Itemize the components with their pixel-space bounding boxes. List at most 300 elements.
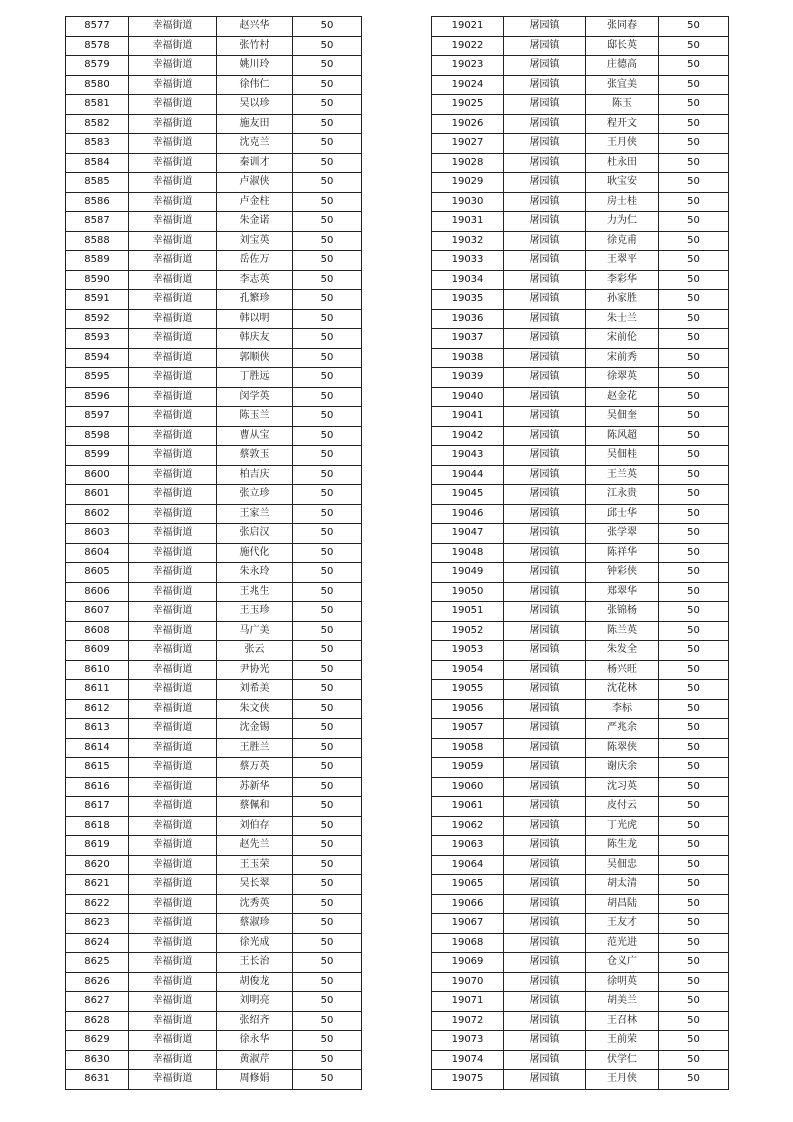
- town-cell: 屠园镇: [504, 1031, 586, 1051]
- id-cell: 19041: [432, 407, 504, 427]
- name-cell: 朱文侠: [217, 699, 293, 719]
- amount-cell: 50: [659, 738, 729, 758]
- name-cell: 庄德高: [586, 56, 659, 76]
- table-row: [66, 816, 362, 836]
- amount-cell: 50: [659, 348, 729, 368]
- name-cell: 张启汉: [217, 524, 293, 544]
- id-cell: 8596: [66, 387, 129, 407]
- table-row: [432, 1070, 729, 1090]
- amount-cell: 50: [659, 797, 729, 817]
- name-cell: 尹协光: [217, 660, 293, 680]
- amount-cell: 50: [293, 933, 362, 953]
- amount-cell: 50: [659, 758, 729, 778]
- table-row: [432, 368, 729, 388]
- id-cell: 19040: [432, 387, 504, 407]
- table-row: [66, 192, 362, 212]
- name-cell: 刘希美: [217, 680, 293, 700]
- name-cell: 王月侠: [586, 1070, 659, 1090]
- name-cell: 姚川玲: [217, 56, 293, 76]
- name-cell: 杨兴旺: [586, 660, 659, 680]
- id-cell: 8613: [66, 719, 129, 739]
- table-row: [432, 738, 729, 758]
- id-cell: 8620: [66, 855, 129, 875]
- table-row: [432, 309, 729, 329]
- amount-cell: 50: [659, 114, 729, 134]
- id-cell: 19039: [432, 368, 504, 388]
- table-row: [432, 17, 729, 37]
- id-cell: 19027: [432, 134, 504, 154]
- town-cell: 幸福街道: [129, 134, 217, 154]
- id-cell: 8625: [66, 953, 129, 973]
- amount-cell: 50: [659, 153, 729, 173]
- name-cell: 朱永玲: [217, 563, 293, 583]
- amount-cell: 50: [293, 660, 362, 680]
- name-cell: 朱金诺: [217, 212, 293, 232]
- amount-cell: 50: [659, 992, 729, 1012]
- name-cell: 徐永华: [217, 1031, 293, 1051]
- name-cell: 王兰英: [586, 465, 659, 485]
- table-row: [66, 738, 362, 758]
- name-cell: 王友才: [586, 914, 659, 934]
- table-row: [66, 543, 362, 563]
- town-cell: 幸福街道: [129, 95, 217, 115]
- amount-cell: 50: [659, 36, 729, 56]
- amount-cell: 50: [293, 719, 362, 739]
- name-cell: 施代化: [217, 543, 293, 563]
- name-cell: 孙家胜: [586, 290, 659, 310]
- town-cell: 幸福街道: [129, 953, 217, 973]
- name-cell: 丁胜远: [217, 368, 293, 388]
- town-cell: 屠园镇: [504, 407, 586, 427]
- id-cell: 19044: [432, 465, 504, 485]
- name-cell: 卢金柱: [217, 192, 293, 212]
- id-cell: 8586: [66, 192, 129, 212]
- id-cell: 19050: [432, 582, 504, 602]
- town-cell: 幸福街道: [129, 563, 217, 583]
- town-cell: 屠园镇: [504, 153, 586, 173]
- amount-cell: 50: [659, 914, 729, 934]
- table-row: [66, 660, 362, 680]
- amount-cell: 50: [659, 95, 729, 115]
- amount-cell: 50: [293, 1011, 362, 1031]
- id-cell: 8627: [66, 992, 129, 1012]
- name-cell: 张同春: [586, 17, 659, 37]
- id-cell: 19033: [432, 251, 504, 271]
- town-cell: 屠园镇: [504, 699, 586, 719]
- name-cell: 耿宝安: [586, 173, 659, 193]
- amount-cell: 50: [659, 836, 729, 856]
- name-cell: 郭顺侠: [217, 348, 293, 368]
- table-row: [432, 543, 729, 563]
- amount-cell: 50: [293, 680, 362, 700]
- id-cell: 19073: [432, 1031, 504, 1051]
- name-cell: 王月侠: [586, 134, 659, 154]
- town-cell: 幸福街道: [129, 1031, 217, 1051]
- town-cell: 幸福街道: [129, 797, 217, 817]
- amount-cell: 50: [659, 1050, 729, 1070]
- amount-cell: 50: [659, 368, 729, 388]
- amount-cell: 50: [293, 894, 362, 914]
- id-cell: 19036: [432, 309, 504, 329]
- table-row: [66, 1011, 362, 1031]
- name-cell: 刘伯存: [217, 816, 293, 836]
- table-row: [66, 1031, 362, 1051]
- town-cell: 幸福街道: [129, 641, 217, 661]
- town-cell: 幸福街道: [129, 231, 217, 251]
- id-cell: 19072: [432, 1011, 504, 1031]
- name-cell: 赵兴华: [217, 17, 293, 37]
- amount-cell: 50: [659, 504, 729, 524]
- town-cell: 幸福街道: [129, 270, 217, 290]
- name-cell: 朱发全: [586, 641, 659, 661]
- name-cell: 曹从宝: [217, 426, 293, 446]
- id-cell: 19068: [432, 933, 504, 953]
- name-cell: 宋前秀: [586, 348, 659, 368]
- table-row: [432, 114, 729, 134]
- table-row: [432, 680, 729, 700]
- id-cell: 8605: [66, 563, 129, 583]
- name-cell: 钟彩侠: [586, 563, 659, 583]
- town-cell: 屠园镇: [504, 17, 586, 37]
- name-cell: 孔繁珍: [217, 290, 293, 310]
- id-cell: 19060: [432, 777, 504, 797]
- amount-cell: 50: [293, 543, 362, 563]
- amount-cell: 50: [293, 992, 362, 1012]
- name-cell: 张云: [217, 641, 293, 661]
- table-row: [432, 231, 729, 251]
- amount-cell: 50: [293, 309, 362, 329]
- id-cell: 8589: [66, 251, 129, 271]
- table-row: [432, 504, 729, 524]
- amount-cell: 50: [659, 17, 729, 37]
- id-cell: 8585: [66, 173, 129, 193]
- id-cell: 8619: [66, 836, 129, 856]
- amount-cell: 50: [293, 582, 362, 602]
- table-row: [66, 563, 362, 583]
- table-row: [432, 719, 729, 739]
- id-cell: 19038: [432, 348, 504, 368]
- id-cell: 8614: [66, 738, 129, 758]
- name-cell: 丁光虎: [586, 816, 659, 836]
- name-cell: 陈翠侠: [586, 738, 659, 758]
- town-cell: 幸福街道: [129, 758, 217, 778]
- town-cell: 屠园镇: [504, 212, 586, 232]
- table-row: [66, 582, 362, 602]
- table-row: [66, 621, 362, 641]
- amount-cell: 50: [293, 56, 362, 76]
- name-cell: 邱士华: [586, 504, 659, 524]
- town-cell: 屠园镇: [504, 836, 586, 856]
- amount-cell: 50: [659, 270, 729, 290]
- town-cell: 幸福街道: [129, 699, 217, 719]
- table-row: [66, 894, 362, 914]
- amount-cell: 50: [293, 153, 362, 173]
- town-cell: 屠园镇: [504, 524, 586, 544]
- amount-cell: 50: [293, 504, 362, 524]
- town-cell: 屠园镇: [504, 56, 586, 76]
- amount-cell: 50: [293, 953, 362, 973]
- amount-cell: 50: [659, 602, 729, 622]
- name-cell: 张宜美: [586, 75, 659, 95]
- id-cell: 19042: [432, 426, 504, 446]
- id-cell: 19025: [432, 95, 504, 115]
- name-cell: 蔡敦玉: [217, 446, 293, 466]
- town-cell: 屠园镇: [504, 446, 586, 466]
- table-row: [66, 251, 362, 271]
- id-cell: 19067: [432, 914, 504, 934]
- table-row: [432, 992, 729, 1012]
- id-cell: 8579: [66, 56, 129, 76]
- town-cell: 屠园镇: [504, 192, 586, 212]
- id-cell: 19049: [432, 563, 504, 583]
- amount-cell: 50: [293, 875, 362, 895]
- id-cell: 8601: [66, 485, 129, 505]
- id-cell: 19031: [432, 212, 504, 232]
- id-cell: 8606: [66, 582, 129, 602]
- table-row: [66, 407, 362, 427]
- name-cell: 蔡淑珍: [217, 914, 293, 934]
- amount-cell: 50: [659, 777, 729, 797]
- id-cell: 8595: [66, 368, 129, 388]
- id-cell: 8597: [66, 407, 129, 427]
- amount-cell: 50: [293, 134, 362, 154]
- town-cell: 幸福街道: [129, 465, 217, 485]
- table-row: [432, 699, 729, 719]
- id-cell: 19048: [432, 543, 504, 563]
- table-row: [66, 153, 362, 173]
- name-cell: 力为仁: [586, 212, 659, 232]
- amount-cell: 50: [293, 758, 362, 778]
- amount-cell: 50: [659, 446, 729, 466]
- table-row: [432, 75, 729, 95]
- id-cell: 19045: [432, 485, 504, 505]
- amount-cell: 50: [293, 426, 362, 446]
- town-cell: 屠园镇: [504, 777, 586, 797]
- town-cell: 屠园镇: [504, 875, 586, 895]
- table-row: [432, 36, 729, 56]
- town-cell: 幸福街道: [129, 738, 217, 758]
- amount-cell: 50: [659, 329, 729, 349]
- table-row: [432, 758, 729, 778]
- id-cell: 19056: [432, 699, 504, 719]
- id-cell: 8617: [66, 797, 129, 817]
- name-cell: 王兆生: [217, 582, 293, 602]
- town-cell: 屠园镇: [504, 641, 586, 661]
- town-cell: 幸福街道: [129, 485, 217, 505]
- table-row: [432, 465, 729, 485]
- amount-cell: 50: [659, 875, 729, 895]
- table-row: [432, 134, 729, 154]
- town-cell: 屠园镇: [504, 426, 586, 446]
- name-cell: 徐光成: [217, 933, 293, 953]
- amount-cell: 50: [659, 212, 729, 232]
- amount-cell: 50: [293, 836, 362, 856]
- town-cell: 屠园镇: [504, 504, 586, 524]
- name-cell: 胡俊龙: [217, 972, 293, 992]
- name-cell: 胡美兰: [586, 992, 659, 1012]
- table-row: [432, 446, 729, 466]
- id-cell: 8621: [66, 875, 129, 895]
- name-cell: 徐伟仁: [217, 75, 293, 95]
- id-cell: 8591: [66, 290, 129, 310]
- table-row: [432, 407, 729, 427]
- amount-cell: 50: [293, 348, 362, 368]
- table-row: [432, 270, 729, 290]
- table-row: [66, 699, 362, 719]
- name-cell: 范光进: [586, 933, 659, 953]
- id-cell: 8587: [66, 212, 129, 232]
- amount-cell: 50: [293, 485, 362, 505]
- table-row: [66, 777, 362, 797]
- table-row: [66, 485, 362, 505]
- amount-cell: 50: [659, 953, 729, 973]
- id-cell: 19030: [432, 192, 504, 212]
- id-cell: 8624: [66, 933, 129, 953]
- amount-cell: 50: [293, 270, 362, 290]
- amount-cell: 50: [659, 719, 729, 739]
- name-cell: 沈秀英: [217, 894, 293, 914]
- town-cell: 屠园镇: [504, 95, 586, 115]
- town-cell: 屠园镇: [504, 543, 586, 563]
- id-cell: 19024: [432, 75, 504, 95]
- amount-cell: 50: [659, 1070, 729, 1090]
- amount-cell: 50: [659, 485, 729, 505]
- id-cell: 19065: [432, 875, 504, 895]
- id-cell: 19022: [432, 36, 504, 56]
- name-cell: 王长治: [217, 953, 293, 973]
- name-cell: 徐翠英: [586, 368, 659, 388]
- name-cell: 严兆余: [586, 719, 659, 739]
- name-cell: 韩以明: [217, 309, 293, 329]
- name-cell: 皮付云: [586, 797, 659, 817]
- id-cell: 19069: [432, 953, 504, 973]
- name-cell: 伏学仁: [586, 1050, 659, 1070]
- name-cell: 陈玉: [586, 95, 659, 115]
- id-cell: 8583: [66, 134, 129, 154]
- table-row: [66, 212, 362, 232]
- town-cell: 幸福街道: [129, 212, 217, 232]
- name-cell: 沈习英: [586, 777, 659, 797]
- town-cell: 幸福街道: [129, 914, 217, 934]
- town-cell: 幸福街道: [129, 992, 217, 1012]
- name-cell: 宋前伦: [586, 329, 659, 349]
- town-cell: 幸福街道: [129, 251, 217, 271]
- id-cell: 8626: [66, 972, 129, 992]
- name-cell: 苏新华: [217, 777, 293, 797]
- name-cell: 陈祥华: [586, 543, 659, 563]
- id-cell: 19058: [432, 738, 504, 758]
- table-row: [66, 270, 362, 290]
- name-cell: 李彩华: [586, 270, 659, 290]
- name-cell: 杜永田: [586, 153, 659, 173]
- town-cell: 屠园镇: [504, 231, 586, 251]
- town-cell: 屠园镇: [504, 621, 586, 641]
- town-cell: 幸福街道: [129, 972, 217, 992]
- id-cell: 19046: [432, 504, 504, 524]
- town-cell: 幸福街道: [129, 446, 217, 466]
- town-cell: 屠园镇: [504, 368, 586, 388]
- town-cell: 屠园镇: [504, 1050, 586, 1070]
- amount-cell: 50: [659, 582, 729, 602]
- id-cell: 19075: [432, 1070, 504, 1090]
- table-row: [432, 485, 729, 505]
- town-cell: 屠园镇: [504, 972, 586, 992]
- id-cell: 19063: [432, 836, 504, 856]
- town-cell: 幸福街道: [129, 114, 217, 134]
- table-row: [66, 465, 362, 485]
- amount-cell: 50: [659, 1031, 729, 1051]
- id-cell: 19047: [432, 524, 504, 544]
- town-cell: 幸福街道: [129, 36, 217, 56]
- table-row: [66, 524, 362, 544]
- name-cell: 房士桂: [586, 192, 659, 212]
- name-cell: 张锦杨: [586, 602, 659, 622]
- table-row: [66, 134, 362, 154]
- table-row: [432, 348, 729, 368]
- id-cell: 8629: [66, 1031, 129, 1051]
- town-cell: 幸福街道: [129, 1011, 217, 1031]
- id-cell: 8608: [66, 621, 129, 641]
- id-cell: 8610: [66, 660, 129, 680]
- name-cell: 朱士兰: [586, 309, 659, 329]
- town-cell: 屠园镇: [504, 660, 586, 680]
- table-row: [432, 192, 729, 212]
- amount-cell: 50: [659, 134, 729, 154]
- id-cell: 8578: [66, 36, 129, 56]
- town-cell: 幸福街道: [129, 855, 217, 875]
- amount-cell: 50: [659, 641, 729, 661]
- town-cell: 幸福街道: [129, 56, 217, 76]
- id-cell: 19071: [432, 992, 504, 1012]
- amount-cell: 50: [293, 446, 362, 466]
- amount-cell: 50: [293, 816, 362, 836]
- amount-cell: 50: [293, 465, 362, 485]
- table-row: [66, 348, 362, 368]
- name-cell: 陈风超: [586, 426, 659, 446]
- id-cell: 19028: [432, 153, 504, 173]
- amount-cell: 50: [659, 56, 729, 76]
- name-cell: 王翠平: [586, 251, 659, 271]
- table-row: [66, 504, 362, 524]
- id-cell: 19059: [432, 758, 504, 778]
- amount-cell: 50: [659, 699, 729, 719]
- table-row: [432, 602, 729, 622]
- table-row: [432, 153, 729, 173]
- table-row: [66, 933, 362, 953]
- town-cell: 幸福街道: [129, 387, 217, 407]
- name-cell: 黄淑芹: [217, 1050, 293, 1070]
- amount-cell: 50: [659, 407, 729, 427]
- name-cell: 秦训才: [217, 153, 293, 173]
- id-cell: 8600: [66, 465, 129, 485]
- amount-cell: 50: [659, 563, 729, 583]
- town-cell: 幸福街道: [129, 543, 217, 563]
- table-row: [66, 602, 362, 622]
- name-cell: 刘宝英: [217, 231, 293, 251]
- amount-cell: 50: [293, 368, 362, 388]
- amount-cell: 50: [293, 95, 362, 115]
- id-cell: 8580: [66, 75, 129, 95]
- amount-cell: 50: [659, 465, 729, 485]
- amount-cell: 50: [659, 816, 729, 836]
- name-cell: 张竹村: [217, 36, 293, 56]
- right-table: [431, 16, 729, 1090]
- table-row: [432, 56, 729, 76]
- table-row: [66, 953, 362, 973]
- town-cell: 幸福街道: [129, 719, 217, 739]
- town-cell: 屠园镇: [504, 816, 586, 836]
- town-cell: 屠园镇: [504, 563, 586, 583]
